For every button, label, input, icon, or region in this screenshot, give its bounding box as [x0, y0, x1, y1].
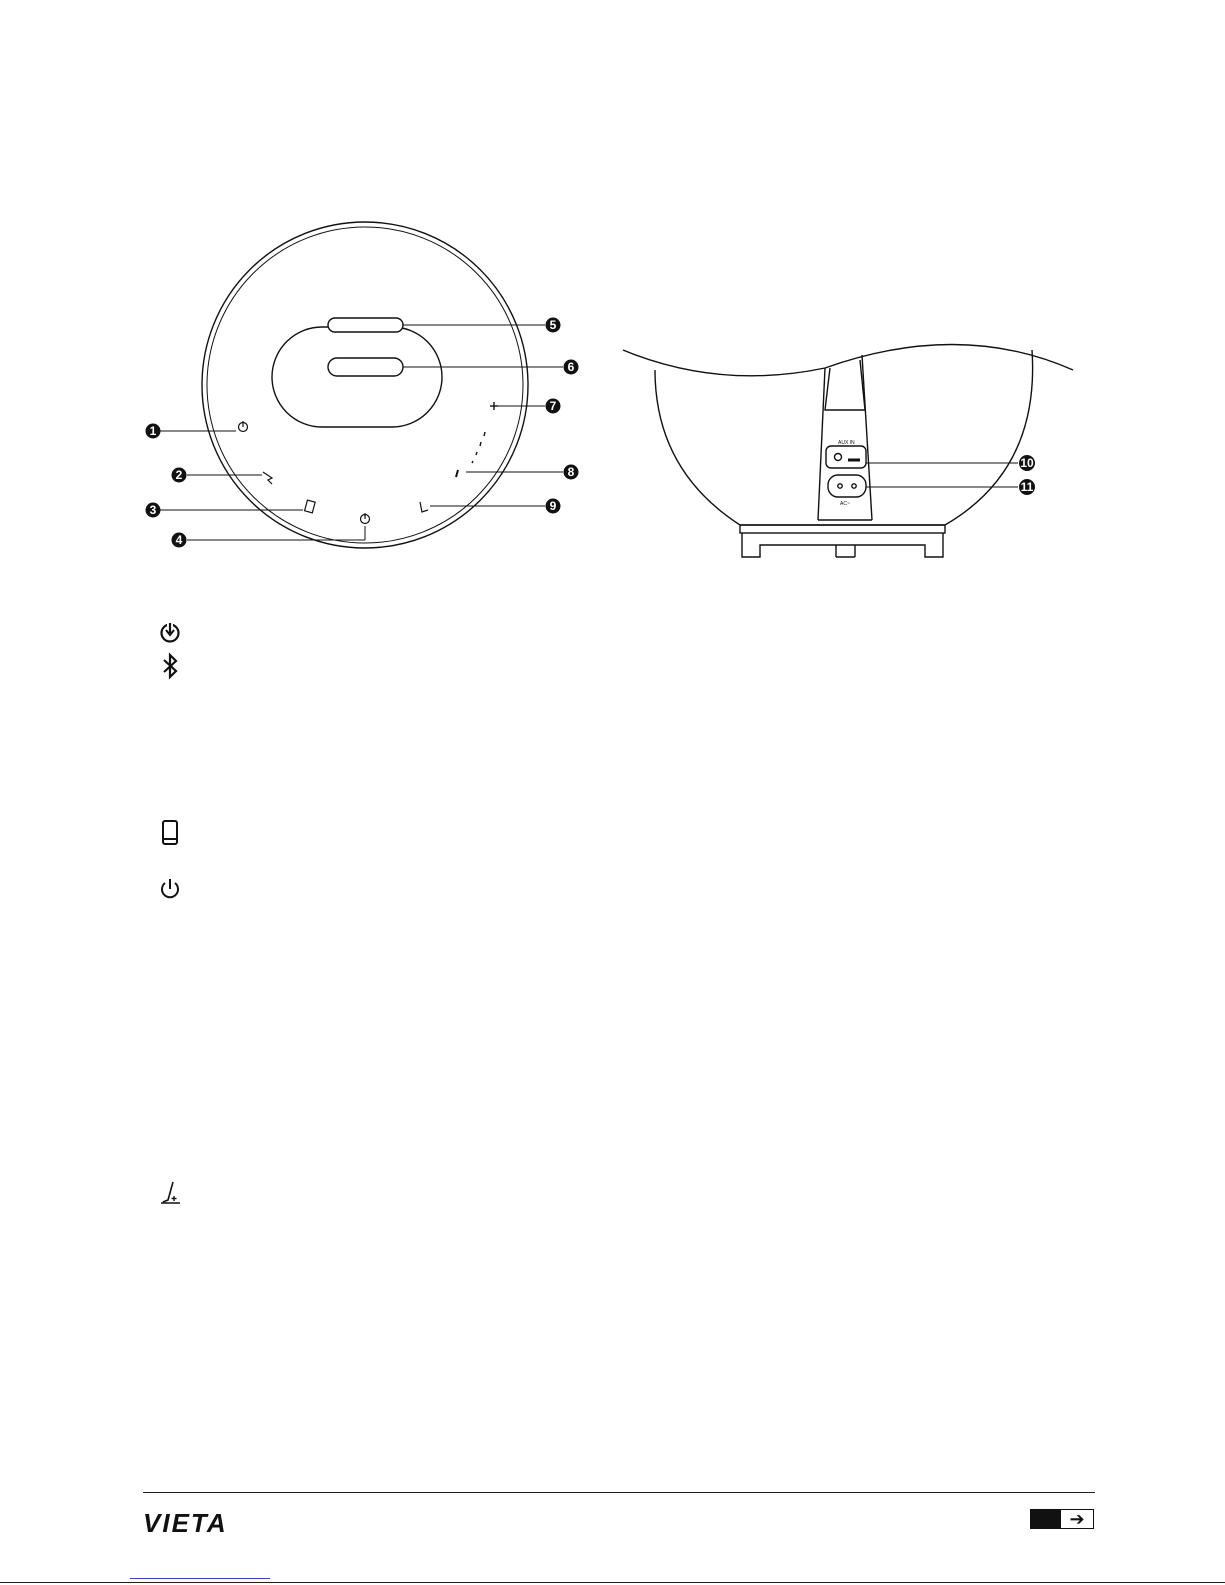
- bluetooth-icon: [155, 651, 185, 681]
- callout-1-number: 1: [149, 424, 157, 438]
- power-icon: [155, 874, 185, 904]
- next-page-button[interactable]: [1030, 1509, 1094, 1529]
- callout-11: [1019, 479, 1035, 495]
- link-underline[interactable]: [130, 1578, 270, 1579]
- arrow-right-icon: ➔: [1069, 1509, 1085, 1529]
- ac-port-label: AC~: [840, 501, 850, 507]
- callout-1: [146, 424, 161, 439]
- callout-8-number: 8: [567, 465, 575, 479]
- callout-7-number: 7: [549, 399, 557, 413]
- callout-5-number: 5: [549, 318, 557, 332]
- callout-6-number: 6: [567, 360, 575, 374]
- callout-3: [146, 503, 161, 518]
- brand-logo: VIETA: [143, 1508, 228, 1538]
- pairing-power-icon: [155, 618, 185, 648]
- callout-5: [546, 318, 561, 333]
- callout-7: [546, 399, 561, 414]
- phone-icon: [155, 818, 185, 848]
- speaker-diagram: [0, 0, 1225, 600]
- aux-port-label: AUX IN: [838, 440, 855, 446]
- callout-9: [546, 499, 561, 514]
- callout-9-number: 9: [549, 499, 557, 513]
- callout-10-number: 10: [1020, 456, 1034, 470]
- next-page-fill: [1031, 1510, 1061, 1528]
- callout-3-number: 3: [149, 503, 157, 517]
- callout-8: [564, 465, 579, 480]
- footer-rule: [143, 1492, 1095, 1493]
- speaker-rear-view: [623, 344, 1073, 557]
- alarm-snooze-icon: [155, 1178, 185, 1208]
- callout-11-number: 11: [1020, 480, 1034, 494]
- callout-6: [564, 360, 579, 375]
- callout-4-number: 4: [175, 533, 183, 547]
- callout-2: [172, 468, 187, 483]
- speaker-top-view: [160, 222, 563, 548]
- callout-4: [172, 533, 187, 548]
- callout-2-number: 2: [175, 468, 183, 482]
- page-bottom-rule: [0, 1582, 1225, 1583]
- callout-10: [1019, 455, 1035, 471]
